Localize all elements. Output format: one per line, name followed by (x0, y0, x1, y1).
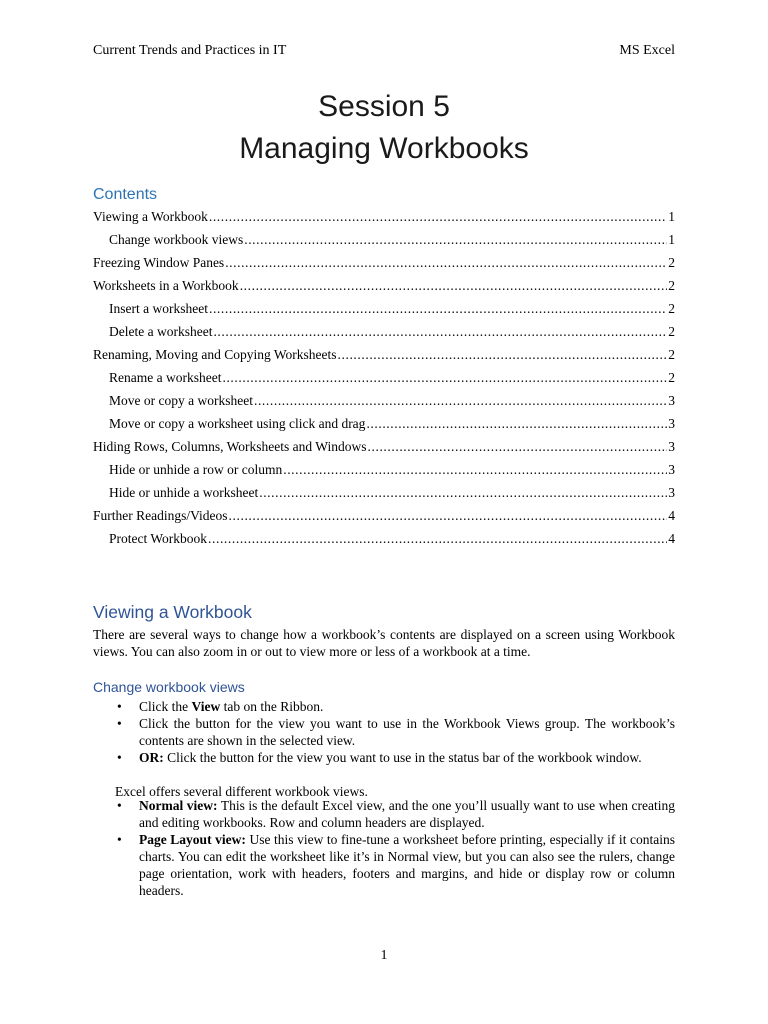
views-list (93, 797, 675, 899)
toc-entry-label: Worksheets in a Workbook (93, 278, 239, 293)
toc-entry[interactable] (93, 301, 675, 324)
section-intro-paragraph: There are several ways to change how a workbook’s contents are displayed on a screen using Workbook views. You can also zoom in or out to view more or less of a workbook at a time. (93, 627, 675, 659)
toc-leader (368, 439, 668, 455)
toc-page-number: 2 (668, 278, 675, 293)
toc-leader (225, 255, 667, 271)
page-number: 1 (380, 948, 388, 963)
bullet-icon: • (117, 699, 122, 714)
toc-page-number: 3 (668, 485, 675, 500)
toc-page-number: 3 (668, 393, 675, 408)
toc-leader (366, 416, 667, 432)
toc-page-number: 2 (668, 255, 675, 270)
toc-entry[interactable] (93, 324, 675, 347)
step-text: Click the (139, 699, 192, 714)
toc-entry[interactable] (93, 531, 675, 554)
toc-entry[interactable] (93, 485, 675, 508)
toc-entry[interactable] (93, 439, 675, 462)
toc-page-number: 2 (668, 347, 675, 362)
list-item (93, 749, 675, 766)
step-text: Click the button for the view you want to use in the Workbook Views group. The workbook’s contents are shown in the selected view. (139, 716, 675, 748)
toc-entry[interactable] (93, 278, 675, 301)
view-description: Use this view to fine-tune a worksheet before printing, especially if it contains charts. You can edit the worksheet like it’s in Normal view, but you can also see the rulers, change page orientation, work with headers, footers and margins, and hide or display row or column headers. (139, 832, 675, 898)
header-course-title: Current Trends and Practices in IT (93, 43, 287, 58)
contents-heading: Contents (93, 186, 158, 203)
toc-entry-label: Protect Workbook (109, 531, 208, 546)
toc-entry-label: Change workbook views (109, 232, 244, 247)
toc-entry[interactable] (93, 209, 675, 232)
step-text: tab on the Ribbon. (220, 699, 324, 714)
view-name: Normal view: (139, 798, 218, 813)
toc-entry[interactable] (93, 393, 675, 416)
toc-entry-label: Insert a worksheet (109, 301, 208, 316)
toc-entry[interactable] (93, 232, 675, 255)
toc-leader (244, 232, 667, 248)
section-heading-viewing-workbook: Viewing a Workbook (93, 602, 252, 622)
bullet-icon: • (117, 798, 122, 813)
toc-leader (208, 531, 667, 547)
step-bold-text: OR: (139, 750, 164, 765)
toc-leader (213, 324, 667, 340)
header-subject: MS Excel (619, 43, 675, 58)
toc-page-number: 2 (668, 301, 675, 316)
toc-entry[interactable] (93, 370, 675, 393)
toc-leader (209, 301, 667, 317)
bullet-icon: • (117, 832, 122, 847)
toc-page-number: 3 (668, 416, 675, 431)
toc-leader (338, 347, 668, 363)
table-of-contents (93, 209, 675, 554)
list-item (93, 698, 675, 715)
view-description: This is the default Excel view, and the one you’ll usually want to use when creating and editing workbooks. Row and column headers are displayed. (139, 798, 675, 830)
toc-page-number: 4 (668, 508, 675, 523)
step-text: Click the button for the view you want to use in the status bar of the workbook window. (163, 750, 642, 765)
toc-entry-label: Viewing a Workbook (93, 209, 208, 224)
toc-entry[interactable] (93, 347, 675, 370)
toc-leader (229, 508, 668, 524)
toc-entry[interactable] (93, 416, 675, 439)
toc-entry[interactable] (93, 462, 675, 485)
list-item (93, 797, 675, 831)
toc-page-number: 4 (668, 531, 675, 546)
session-title: Session 5 (318, 90, 450, 123)
toc-leader (283, 462, 667, 478)
subsection-heading-change-views: Change workbook views (93, 679, 245, 695)
views-intro-text: Excel offers several different workbook views. (115, 784, 368, 799)
toc-entry[interactable] (93, 508, 675, 531)
steps-list (93, 698, 675, 766)
toc-entry-label: Freezing Window Panes (93, 255, 225, 270)
bullet-icon: • (117, 750, 122, 765)
toc-entry-label: Hiding Rows, Columns, Worksheets and Windows (93, 439, 367, 454)
toc-entry-label: Hide or unhide a row or column (109, 462, 283, 477)
toc-entry-label: Renaming, Moving and Copying Worksheets (93, 347, 337, 362)
toc-entry-label: Delete a worksheet (109, 324, 213, 339)
list-item (93, 831, 675, 899)
toc-leader (222, 370, 667, 386)
toc-leader (259, 485, 667, 501)
toc-entry-label: Rename a worksheet (109, 370, 222, 385)
toc-page-number: 1 (668, 232, 675, 247)
toc-page-number: 2 (668, 370, 675, 385)
toc-entry-label: Move or copy a worksheet (109, 393, 253, 408)
toc-leader (209, 209, 667, 225)
bullet-icon: • (117, 716, 122, 731)
list-item (93, 715, 675, 749)
view-name: Page Layout view: (139, 832, 246, 847)
document-title: Managing Workbooks (239, 132, 529, 165)
toc-page-number: 3 (668, 439, 675, 454)
toc-page-number: 3 (668, 462, 675, 477)
toc-page-number: 1 (668, 209, 675, 224)
toc-entry-label: Further Readings/Videos (93, 508, 228, 523)
toc-entry-label: Move or copy a worksheet using click and drag (109, 416, 366, 431)
toc-leader (254, 393, 667, 409)
step-bold-text: View (191, 699, 221, 714)
toc-leader (240, 278, 668, 294)
toc-entry-label: Hide or unhide a worksheet (109, 485, 259, 500)
toc-page-number: 2 (668, 324, 675, 339)
toc-entry[interactable] (93, 255, 675, 278)
